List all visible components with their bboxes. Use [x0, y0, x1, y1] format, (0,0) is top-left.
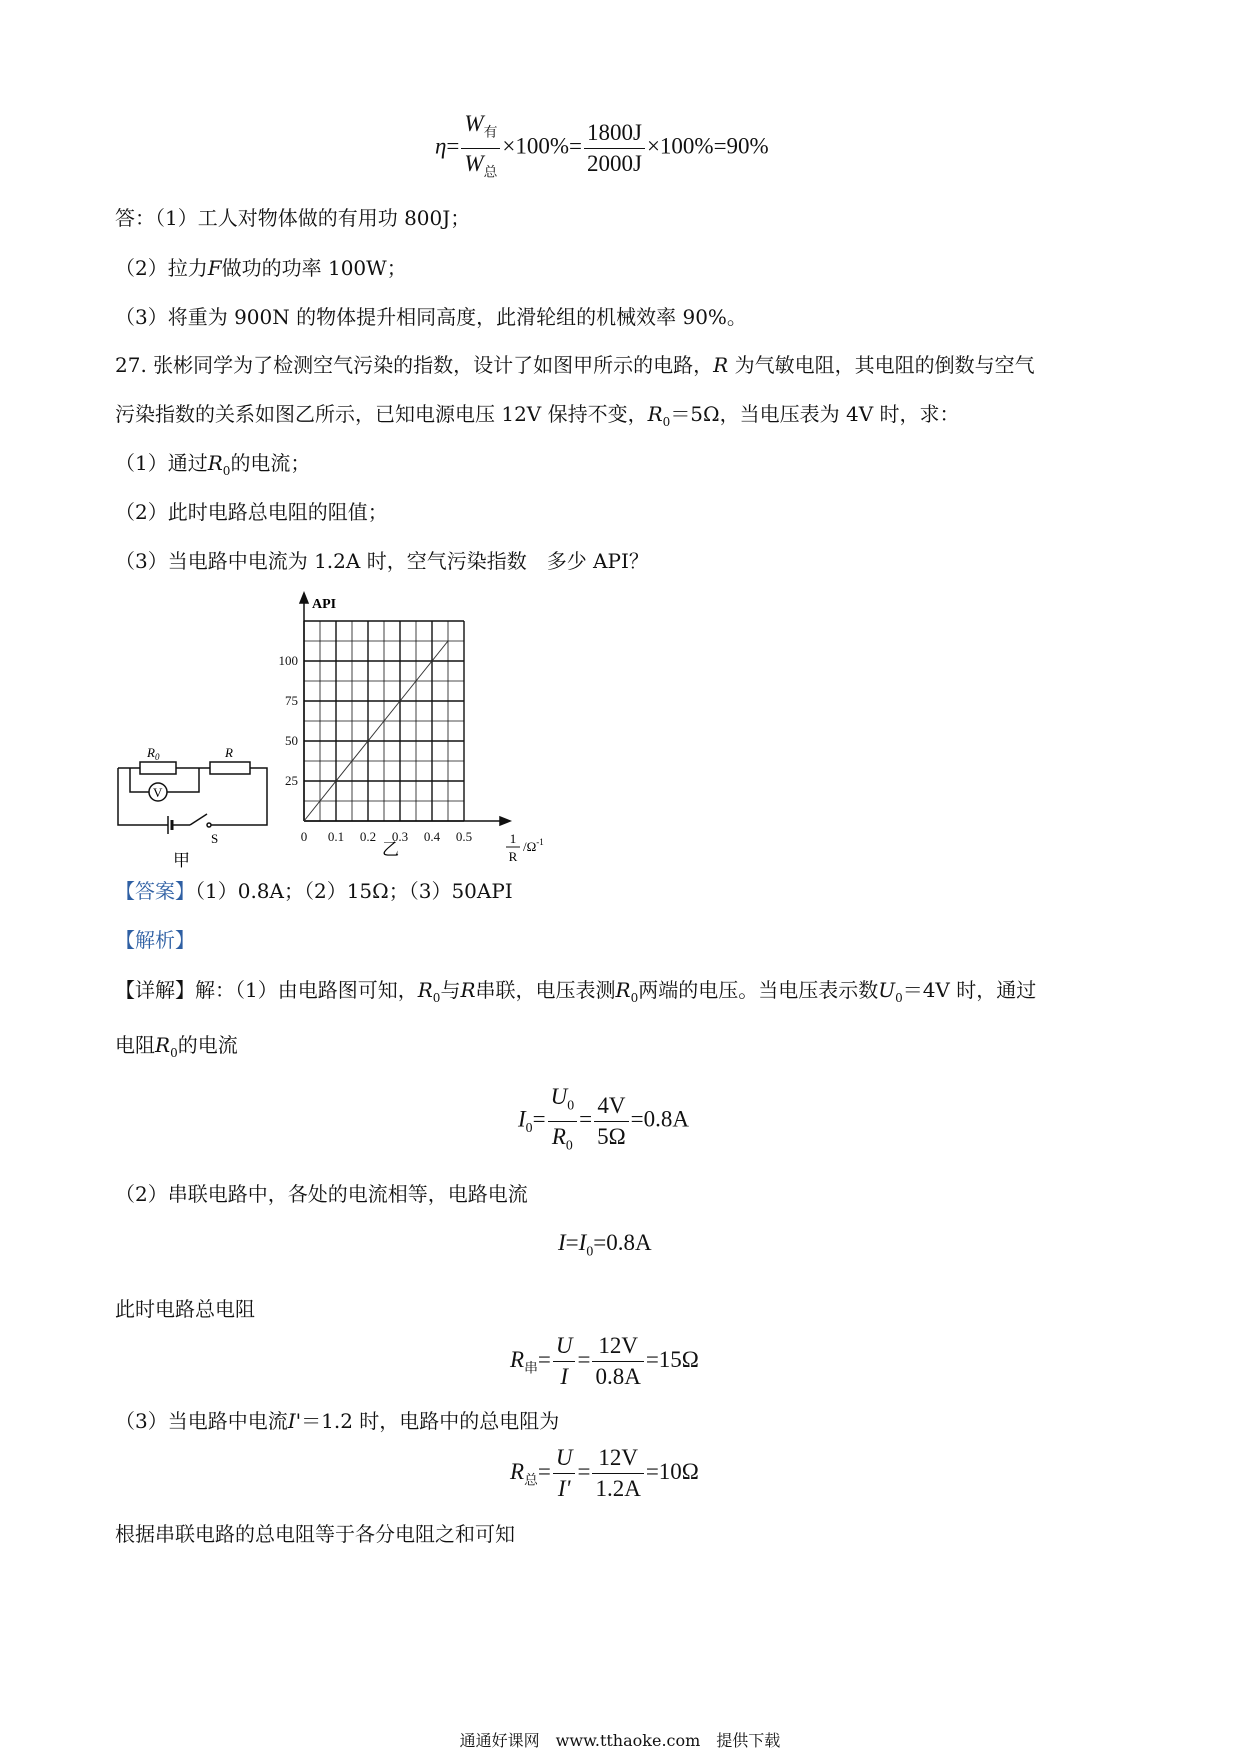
- answer-line-2: （2）拉力F做功的功率 100W；: [115, 256, 407, 280]
- conclusion-line: 根据串联电路的总电阻等于各分电阻之和可知: [115, 1522, 515, 1546]
- chart-caption: 乙: [382, 840, 399, 859]
- efficiency-fraction: $\frac{W_有}{W_总}$: [461, 110, 500, 186]
- svg-text:1: 1: [509, 831, 517, 846]
- answer-line: 【答案】（1）0.8A；（2）15Ω；（3）50API: [115, 879, 513, 903]
- series-current-formula: $I=I_0=0.8A$: [558, 1230, 652, 1259]
- y-tick-label: 50: [285, 733, 298, 748]
- x-axis-label: [506, 831, 544, 864]
- y-tick-label: 75: [285, 693, 298, 708]
- series-line: [304, 641, 448, 821]
- question-27-sub-1: （1）通过$R_0$的电流；: [115, 451, 311, 478]
- circuit-diagram: [110, 730, 280, 870]
- api-chart: [270, 590, 570, 880]
- r-label: R: [225, 745, 233, 760]
- question-27-sub-2: （2）此时电路总电阻的阻值；: [115, 500, 388, 524]
- analysis-tag: 【解析】: [115, 928, 195, 952]
- efficiency-value-fraction: $\frac{1800J}{2000J}$: [584, 119, 645, 178]
- y-tick-label: 100: [278, 653, 298, 668]
- question-27-line-1: 27. 张彬同学为了检测空气污染的指数，设计了如图甲所示的电路，R 为气敏电阻，其电阻的倒数与空气: [115, 353, 1035, 377]
- switch-label: S: [211, 831, 219, 846]
- x-tick-label: 0.3: [391, 829, 409, 844]
- eta-symbol: η: [435, 133, 447, 159]
- question-27-sub-3: （3）当电路中电流为 1.2A 时，空气污染指数 多少 API？: [115, 549, 649, 573]
- x-axis-arrow: [500, 817, 510, 825]
- current-formula: $I_0=$ $\frac{U_0}{R_0}$ = $\frac{4V}{5\Omega}$ =0.8A: [518, 1084, 690, 1153]
- detail-line-2: 电阻$R_0$的电流: [115, 1033, 238, 1060]
- page-footer: 通通好课网 www.tthaoke.com 提供下载: [459, 1731, 781, 1750]
- svg-text:R: R: [508, 849, 518, 864]
- r0-label: $R_0$: [147, 745, 160, 762]
- efficiency-formula: η= $\frac{W_有}{W_总}$ ×100%= $\frac{1800J}{2000J}$ ×100%=90%: [435, 110, 769, 186]
- x-tick-label: 0.2: [359, 829, 377, 844]
- answer-line-1: 答：（1）工人对物体做的有用功 800J；: [115, 206, 471, 230]
- y-axis-arrow: [300, 593, 308, 603]
- question-27-line-2: 污染指数的关系如图乙所示，已知电源电压 12V 保持不变，$R_0=5\Omega$，当电压表为 4V 时，求：: [115, 402, 960, 429]
- y-tick-label: 25: [285, 773, 298, 788]
- x-tick-label: 0.4: [423, 829, 441, 844]
- circuit-caption: 甲: [173, 851, 190, 870]
- y-axis-label: API: [312, 597, 337, 612]
- x-tick-label: 0: [300, 829, 308, 844]
- svg-text:/Ω-1: $/\Omega^{-1}$: [523, 837, 544, 854]
- voltmeter-label: V: [153, 785, 163, 800]
- total-resistance-intro: 此时电路总电阻: [115, 1297, 255, 1321]
- total-resistance-formula: $R_串=$ $\frac{U}{I}$ = $\frac{12V}{0.8A}$ =15Ω: [510, 1333, 699, 1389]
- detail-part-3: （3）当电路中电流I'＝1.2 时，电路中的总电阻为: [115, 1409, 560, 1433]
- detail-part-2: （2）串联电路中，各处的电流相等，电路电流: [115, 1182, 528, 1206]
- x-tick-label: 0.5: [455, 829, 473, 844]
- x-tick-label: 0.1: [327, 829, 345, 844]
- new-total-resistance-formula: $R_总=$ $\frac{U}{I'}$ = $\frac{12V}{1.2A}$ =10Ω: [510, 1445, 699, 1501]
- answer-line-3: （3）将重为 900N 的物体提升相同高度，此滑轮组的机械效率 90%。: [115, 305, 747, 329]
- answer-tag: 【答案】: [115, 879, 195, 903]
- detail-line-1: 【详解】解：（1）由电路图可知，$R_0$与R串联，电压表测$R_0$两端的电压。当电压表示数$U_0=4V$ 时，通过: [115, 978, 1037, 1005]
